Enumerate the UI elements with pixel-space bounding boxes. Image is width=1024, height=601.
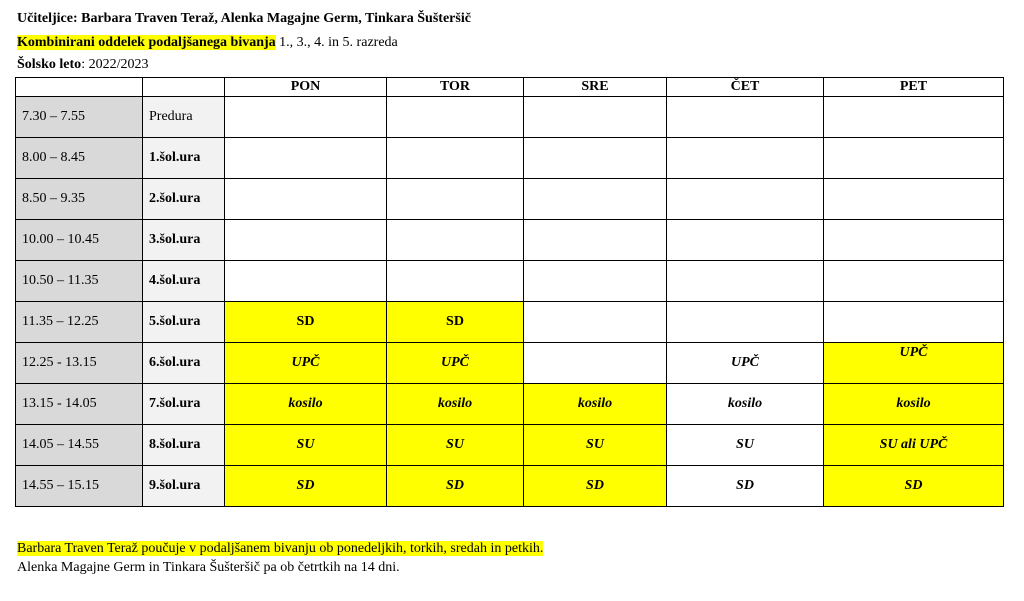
table-row xyxy=(16,466,1004,507)
time-cell: 8.00 – 8.45 xyxy=(16,138,143,179)
time-cell: 10.50 – 11.35 xyxy=(16,261,143,302)
schedule-cell: SD xyxy=(524,466,667,507)
schedule-cell xyxy=(824,261,1004,302)
department-name: Kombinirani oddelek podaljšanega bivanja xyxy=(17,35,276,50)
schedule-cell xyxy=(225,179,387,220)
schedule-cell: SU xyxy=(524,425,667,466)
schedule-cell: SU xyxy=(225,425,387,466)
time-cell: 10.00 – 10.45 xyxy=(16,220,143,261)
time-cell: 11.35 – 12.25 xyxy=(16,302,143,343)
schedule-cell xyxy=(524,179,667,220)
period-cell: 2.šol.ura xyxy=(143,179,225,220)
schedule-cell: UPČ xyxy=(667,343,824,384)
period-cell: Predura xyxy=(143,97,225,138)
schedule-cell: SU xyxy=(387,425,524,466)
schedule-cell: kosilo xyxy=(524,384,667,425)
schedule-cell xyxy=(387,138,524,179)
table-row xyxy=(16,384,1004,425)
schedule-cell: SU xyxy=(667,425,824,466)
schedule-table xyxy=(15,77,1004,507)
day-header-fri: PET xyxy=(824,78,1004,97)
period-cell: 4.šol.ura xyxy=(143,261,225,302)
day-header-tue: TOR xyxy=(387,78,524,97)
table-row xyxy=(16,220,1004,261)
table-row xyxy=(16,425,1004,466)
day-header-thu: ČET xyxy=(667,78,824,97)
footer-note-2: Alenka Magajne Germ in Tinkara Šušteršič pa ob četrtkih na 14 dni. xyxy=(17,560,400,575)
header-empty-time xyxy=(16,78,143,97)
schedule-cell xyxy=(524,302,667,343)
schedule-cell xyxy=(667,302,824,343)
time-cell: 7.30 – 7.55 xyxy=(16,97,143,138)
period-cell: 8.šol.ura xyxy=(143,425,225,466)
table-row xyxy=(16,302,1004,343)
table-row xyxy=(16,138,1004,179)
schedule-cell xyxy=(524,261,667,302)
table-row xyxy=(16,97,1004,138)
footer-note-1 xyxy=(17,540,543,558)
period-cell: 3.šol.ura xyxy=(143,220,225,261)
schedule-cell: SD xyxy=(387,466,524,507)
header-empty-period xyxy=(143,78,225,97)
period-cell: 1.šol.ura xyxy=(143,138,225,179)
schedule-cell xyxy=(667,179,824,220)
time-cell: 13.15 - 14.05 xyxy=(16,384,143,425)
schedule-cell xyxy=(824,179,1004,220)
school-year-label: Šolsko leto xyxy=(17,57,82,72)
schedule-cell xyxy=(667,138,824,179)
table-row xyxy=(16,179,1004,220)
footer-note-1-text: Barbara Traven Teraž poučuje v podaljšanem bivanju ob ponedeljkih, torkih, sredah in petkih. xyxy=(17,541,544,556)
period-cell: 9.šol.ura xyxy=(143,466,225,507)
schedule-cell: kosilo xyxy=(387,384,524,425)
grades: 1., 3., 4. in 5. razreda xyxy=(279,35,398,50)
school-year-line xyxy=(17,56,148,74)
schedule-cell: kosilo xyxy=(824,384,1004,425)
schedule-cell xyxy=(387,97,524,138)
period-cell: 7.šol.ura xyxy=(143,384,225,425)
schedule-cell xyxy=(824,302,1004,343)
department-line xyxy=(17,34,398,52)
schedule-cell: SD xyxy=(225,302,387,343)
schedule-cell xyxy=(387,261,524,302)
teachers-names: Barbara Traven Teraž, Alenka Magajne Germ, Tinkara Šušteršič xyxy=(81,11,471,26)
schedule-cell xyxy=(225,97,387,138)
schedule-cell xyxy=(667,220,824,261)
schedule-cell xyxy=(824,138,1004,179)
schedule-cell: kosilo xyxy=(667,384,824,425)
schedule-cell: SD xyxy=(667,466,824,507)
period-cell: 6.šol.ura xyxy=(143,343,225,384)
schedule-cell xyxy=(225,220,387,261)
schedule-cell: kosilo xyxy=(225,384,387,425)
schedule-cell: SD xyxy=(824,466,1004,507)
schedule-cell: UPČ xyxy=(225,343,387,384)
school-year-value: : 2022/2023 xyxy=(81,57,149,72)
time-cell: 14.55 – 15.15 xyxy=(16,466,143,507)
schedule-cell: SD xyxy=(225,466,387,507)
time-cell: 14.05 – 14.55 xyxy=(16,425,143,466)
schedule-cell xyxy=(824,220,1004,261)
period-cell: 5.šol.ura xyxy=(143,302,225,343)
day-header-mon: PON xyxy=(225,78,387,97)
table-row xyxy=(16,343,1004,384)
schedule-cell xyxy=(225,138,387,179)
teachers-label: Učiteljice: xyxy=(17,11,78,26)
schedule-cell xyxy=(524,138,667,179)
schedule-cell xyxy=(524,220,667,261)
time-cell: 12.25 - 13.15 xyxy=(16,343,143,384)
schedule-cell: UPČ xyxy=(824,343,1004,384)
schedule-cell xyxy=(667,261,824,302)
schedule-cell xyxy=(225,261,387,302)
day-header-wed: SRE xyxy=(524,78,667,97)
schedule-cell: SU ali UPČ xyxy=(824,425,1004,466)
schedule-cell: UPČ xyxy=(387,343,524,384)
schedule-cell xyxy=(667,97,824,138)
schedule-cell: SD xyxy=(387,302,524,343)
schedule-cell xyxy=(824,97,1004,138)
schedule-cell xyxy=(524,343,667,384)
table-header-row xyxy=(16,78,1004,97)
schedule-cell xyxy=(524,97,667,138)
table-row xyxy=(16,261,1004,302)
schedule-cell xyxy=(387,179,524,220)
teachers-line xyxy=(17,10,471,28)
schedule-cell xyxy=(387,220,524,261)
time-cell: 8.50 – 9.35 xyxy=(16,179,143,220)
